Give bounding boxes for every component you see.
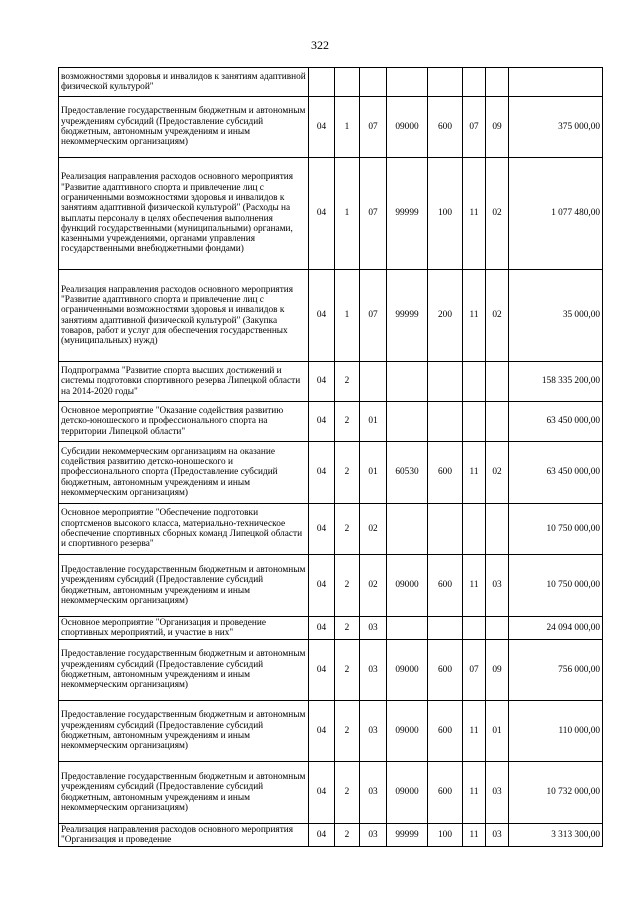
row-description: Подпрограмма "Развитие спорта высших достижений и системы подготовки спортивного резерва Липецкой области на 2014-2020 годы"	[59, 362, 309, 402]
row-code-c1	[309, 68, 335, 97]
row-code-c3: 03	[360, 824, 387, 847]
row-code-c2: 2	[335, 640, 360, 701]
row-amount: 375 000,00	[509, 97, 603, 158]
row-code-c3: 03	[360, 617, 387, 640]
row-code-c4: 60530	[387, 442, 428, 504]
row-code-c4	[387, 402, 428, 442]
row-code-c6	[463, 362, 486, 402]
table-row	[59, 640, 603, 701]
row-code-c7	[486, 402, 509, 442]
row-description: Реализация направления расходов основного мероприятия "Развитие адаптивного спорта и привлечение лиц с ограниченными возможностями здоровья и инвалидов к занятиям адаптивной физической культурой" (Закупка товаров, работ и услуг для обеспечения государственных (муниципальных) нужд)	[59, 270, 309, 362]
row-code-c4	[387, 504, 428, 555]
row-code-c6: 11	[463, 555, 486, 617]
row-code-c2: 2	[335, 824, 360, 847]
row-code-c7: 02	[486, 158, 509, 270]
row-code-c4	[387, 68, 428, 97]
row-code-c1: 04	[309, 402, 335, 442]
row-code-c4: 99999	[387, 270, 428, 362]
row-description: Субсидии некоммерческим организациям на оказание содействия развитию детско-юношеского и профессионального спорта (Предоставление субсидий бюджетным, автономным учреждениям и иным некоммерческим организациям)	[59, 442, 309, 504]
row-code-c5: 600	[428, 442, 463, 504]
row-code-c6: 11	[463, 762, 486, 824]
row-code-c1: 04	[309, 158, 335, 270]
row-code-c3: 03	[360, 640, 387, 701]
row-description: Реализация направления расходов основного мероприятия "Организация и проведение	[59, 824, 309, 847]
table-row	[59, 270, 603, 362]
row-code-c2: 2	[335, 402, 360, 442]
row-code-c1: 04	[309, 617, 335, 640]
row-code-c4	[387, 362, 428, 402]
row-amount: 63 450 000,00	[509, 402, 603, 442]
row-amount: 3 313 300,00	[509, 824, 603, 847]
table-row	[59, 402, 603, 442]
row-code-c6: 11	[463, 442, 486, 504]
row-code-c6	[463, 617, 486, 640]
row-code-c5	[428, 362, 463, 402]
row-code-c3: 03	[360, 701, 387, 762]
row-code-c2: 2	[335, 504, 360, 555]
row-code-c1: 04	[309, 555, 335, 617]
row-code-c2: 2	[335, 362, 360, 402]
table-row	[59, 68, 603, 97]
table-row	[59, 824, 603, 847]
budget-table	[58, 67, 603, 847]
row-code-c5: 100	[428, 158, 463, 270]
row-code-c7	[486, 504, 509, 555]
row-code-c2: 2	[335, 617, 360, 640]
row-code-c3: 07	[360, 97, 387, 158]
table-row	[59, 442, 603, 504]
row-code-c3: 01	[360, 442, 387, 504]
row-code-c7: 01	[486, 701, 509, 762]
row-code-c1: 04	[309, 824, 335, 847]
table-row	[59, 504, 603, 555]
row-code-c7: 09	[486, 97, 509, 158]
row-code-c5: 600	[428, 97, 463, 158]
row-amount: 110 000,00	[509, 701, 603, 762]
row-description: Предоставление государственным бюджетным и автономным учреждениям субсидий (Предоставление субсидий бюджетным, автономным учреждениям и иным некоммерческим организациям)	[59, 701, 309, 762]
row-code-c4: 09000	[387, 701, 428, 762]
row-code-c6	[463, 504, 486, 555]
row-amount: 35 000,00	[509, 270, 603, 362]
row-code-c2: 1	[335, 97, 360, 158]
row-code-c7: 03	[486, 555, 509, 617]
row-description: возможностями здоровья и инвалидов к занятиям адаптивной физической культурой"	[59, 68, 309, 97]
row-code-c7: 03	[486, 762, 509, 824]
row-description: Основное мероприятие "Оказание содействия развитию детско-юношеского и профессионального спорта на территории Липецкой области"	[59, 402, 309, 442]
row-code-c3: 02	[360, 555, 387, 617]
row-description: Основное мероприятие "Обеспечение подготовки спортсменов высокого класса, материально-техническое обеспечение спортивных сборных команд Липецкой области и спортивного резерва"	[59, 504, 309, 555]
row-code-c4: 09000	[387, 97, 428, 158]
row-description: Предоставление государственным бюджетным и автономным учреждениям субсидий (Предоставление субсидий бюджетным, автономным учреждениям и иным некоммерческим организациям)	[59, 762, 309, 824]
table-row	[59, 362, 603, 402]
row-code-c3	[360, 68, 387, 97]
row-description: Предоставление государственным бюджетным и автономным учреждениям субсидий (Предоставление субсидий бюджетным, автономным учреждениям и иным некоммерческим организациям)	[59, 97, 309, 158]
row-code-c3: 03	[360, 762, 387, 824]
row-description: Предоставление государственным бюджетным и автономным учреждениям субсидий (Предоставление субсидий бюджетным, автономным учреждениям и иным некоммерческим организациям)	[59, 640, 309, 701]
row-code-c3	[360, 362, 387, 402]
row-code-c4: 99999	[387, 158, 428, 270]
row-amount: 63 450 000,00	[509, 442, 603, 504]
row-code-c5	[428, 68, 463, 97]
row-amount: 10 732 000,00	[509, 762, 603, 824]
row-amount: 1 077 480,00	[509, 158, 603, 270]
row-amount: 10 750 000,00	[509, 555, 603, 617]
row-code-c3: 07	[360, 158, 387, 270]
row-code-c1: 04	[309, 701, 335, 762]
table-row	[59, 701, 603, 762]
row-code-c4	[387, 617, 428, 640]
table-row	[59, 555, 603, 617]
row-code-c3: 07	[360, 270, 387, 362]
row-code-c4: 09000	[387, 762, 428, 824]
row-amount	[509, 68, 603, 97]
row-code-c7: 02	[486, 442, 509, 504]
row-code-c1: 04	[309, 97, 335, 158]
row-code-c7: 09	[486, 640, 509, 701]
row-code-c4: 09000	[387, 555, 428, 617]
row-code-c5	[428, 617, 463, 640]
row-code-c1: 04	[309, 270, 335, 362]
row-code-c7	[486, 362, 509, 402]
row-code-c3: 01	[360, 402, 387, 442]
row-code-c5: 600	[428, 640, 463, 701]
row-description: Предоставление государственным бюджетным и автономным учреждениям субсидий (Предоставление субсидий бюджетным, автономным учреждениям и иным некоммерческим организациям)	[59, 555, 309, 617]
row-code-c4: 99999	[387, 824, 428, 847]
row-code-c1: 04	[309, 504, 335, 555]
row-code-c6: 07	[463, 97, 486, 158]
row-code-c2: 2	[335, 442, 360, 504]
table-row	[59, 158, 603, 270]
row-description: Основное мероприятие "Организация и проведение спортивных мероприятий, и участие в них"	[59, 617, 309, 640]
row-code-c6: 11	[463, 158, 486, 270]
row-code-c1: 04	[309, 762, 335, 824]
row-code-c7: 02	[486, 270, 509, 362]
row-description: Реализация направления расходов основного мероприятия "Развитие адаптивного спорта и привлечение лиц с ограниченными возможностями здоровья и инвалидов к занятиям адаптивной физической культурой" (Расходы на выплаты персоналу в целях обеспечения выполнения функций государственными (муниципальными) органами, казенными учреждениями, органами управления государственными внебюджетными фондами)	[59, 158, 309, 270]
table-row	[59, 617, 603, 640]
row-code-c5: 600	[428, 762, 463, 824]
row-code-c1: 04	[309, 640, 335, 701]
row-code-c4: 09000	[387, 640, 428, 701]
row-code-c1: 04	[309, 442, 335, 504]
row-code-c7: 03	[486, 824, 509, 847]
row-code-c6	[463, 402, 486, 442]
row-code-c6: 11	[463, 824, 486, 847]
row-code-c5	[428, 402, 463, 442]
row-amount: 24 094 000,00	[509, 617, 603, 640]
row-code-c6: 07	[463, 640, 486, 701]
page-number: 322	[311, 38, 329, 52]
row-code-c3: 02	[360, 504, 387, 555]
table-row	[59, 97, 603, 158]
row-code-c2: 1	[335, 158, 360, 270]
row-code-c7	[486, 617, 509, 640]
row-amount: 10 750 000,00	[509, 504, 603, 555]
row-code-c5: 100	[428, 824, 463, 847]
row-code-c5: 200	[428, 270, 463, 362]
row-code-c7	[486, 68, 509, 97]
row-code-c5	[428, 504, 463, 555]
row-code-c6: 11	[463, 701, 486, 762]
row-amount: 158 335 200,00	[509, 362, 603, 402]
row-code-c1: 04	[309, 362, 335, 402]
row-code-c2: 2	[335, 555, 360, 617]
row-amount: 756 000,00	[509, 640, 603, 701]
row-code-c6: 11	[463, 270, 486, 362]
row-code-c5: 600	[428, 701, 463, 762]
row-code-c2: 2	[335, 701, 360, 762]
row-code-c2: 1	[335, 270, 360, 362]
row-code-c2	[335, 68, 360, 97]
row-code-c5: 600	[428, 555, 463, 617]
row-code-c6	[463, 68, 486, 97]
table-row	[59, 762, 603, 824]
row-code-c2: 2	[335, 762, 360, 824]
